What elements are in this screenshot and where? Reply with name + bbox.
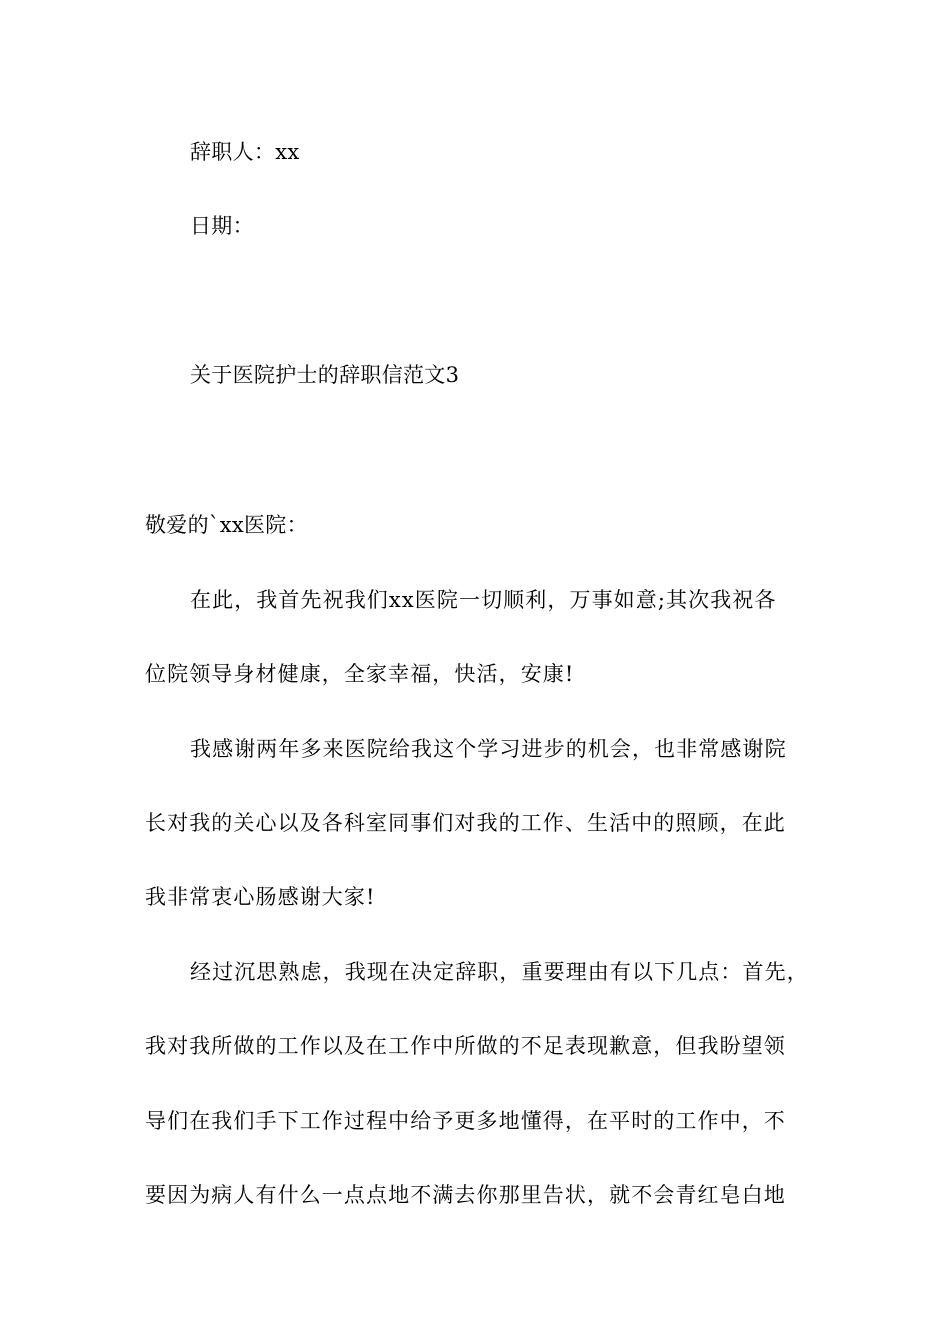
paragraph-3-line-4: 要因为病人有什么一点点地不满去你那里告状，就不会青红皂白地 [145,1183,786,1207]
paragraph-1-line-2: 位院领导身材健康，全家幸福，快活，安康! [145,662,575,686]
paragraph-1-line-1: 在此，我首先祝我们xx医院一切顺利，万事如意;其次我祝各 [190,588,777,612]
date-line: 日期： [190,214,254,238]
paragraph-3-line-1: 经过沉思熟虑，我现在决定辞职，重要理由有以下几点：首先， [190,960,809,984]
section-title: 关于医院护士的辞职信范文3 [190,363,460,387]
signer-line: 辞职人：xx [190,140,300,164]
paragraph-2-line-3: 我非常衷心肠感谢大家! [145,885,376,909]
paragraph-2-line-2: 长对我的关心以及各科室同事们对我的工作、生活中的照顾，在此 [145,811,786,835]
salutation: 敬爱的`xx医院： [145,513,308,537]
paragraph-2-line-1: 我感谢两年多来医院给我这个学习进步的机会，也非常感谢院 [190,737,787,761]
paragraph-3-line-3: 导们在我们手下工作过程中给予更多地懂得，在平时的工作中，不 [145,1109,786,1133]
paragraph-3-line-2: 我对我所做的工作以及在工作中所做的不足表现歉意，但我盼望领 [145,1034,786,1058]
